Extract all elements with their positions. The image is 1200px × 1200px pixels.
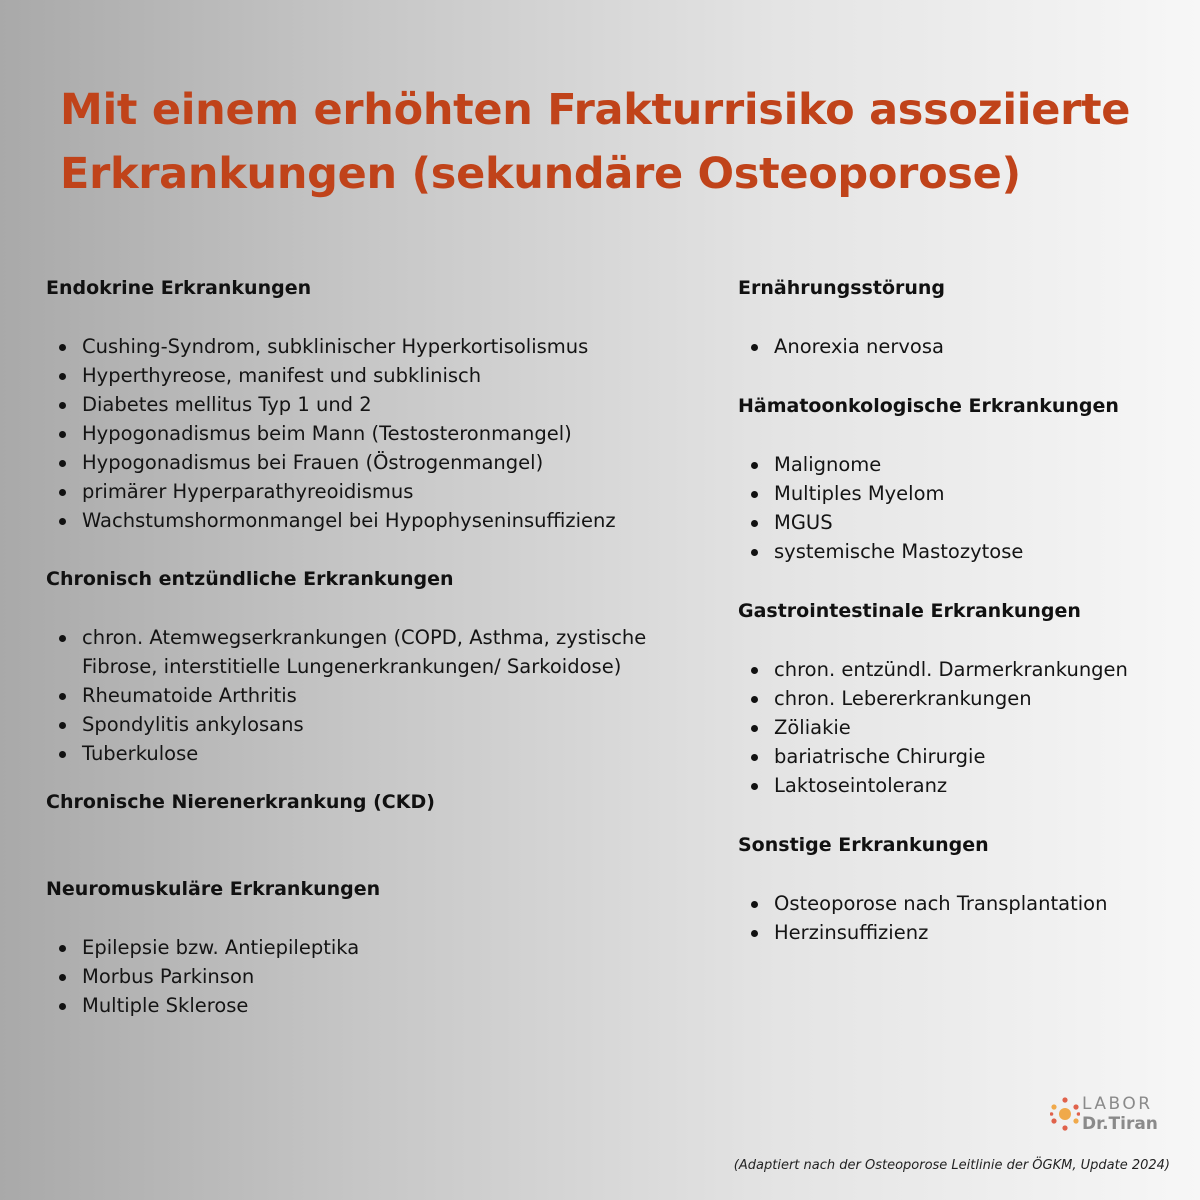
bullet-icon (751, 344, 758, 351)
list-item-text: Hyperthyreose, manifest und subklinisch (82, 364, 482, 387)
list-item (46, 623, 716, 681)
bullet-icon (751, 520, 758, 527)
bullet-icon (751, 725, 758, 732)
list-item (738, 508, 1188, 537)
logo-text-labor: LABOR (1082, 1094, 1153, 1114)
section-heading: Sonstige Erkrankungen (738, 834, 989, 856)
list-item (738, 713, 1188, 742)
list-item-text: Multiples Myelom (774, 482, 945, 505)
bullet-icon (59, 1003, 66, 1010)
bullet-icon (751, 930, 758, 937)
list-item (46, 991, 716, 1020)
source-note: (Adaptiert nach der Osteoporose Leitlinie der ÖGKM, Update 2024) (733, 1158, 1170, 1173)
section-heading: Ernährungsstörung (738, 277, 946, 299)
list-item-text: Hypogonadismus bei Frauen (Östrogenmangel) (82, 451, 544, 474)
section-heading: Chronisch entzündliche Erkrankungen (46, 568, 454, 590)
section-heading: Neuromuskuläre Erkrankungen (46, 878, 381, 900)
list-item (46, 739, 716, 768)
bullet-icon (59, 722, 66, 729)
section (46, 565, 716, 768)
list-item-text: Wachstumshormonmangel bei Hypophyseninsuffizienz (82, 509, 616, 532)
logo-text-name: Dr.Tiran (1082, 1114, 1158, 1134)
bullet-icon (59, 431, 66, 438)
section-heading: Gastrointestinale Erkrankungen (738, 600, 1081, 622)
list-item-text: Spondylitis ankylosans (82, 713, 304, 736)
bullet-list (46, 332, 716, 535)
list-item (46, 477, 716, 506)
list-item (46, 361, 716, 390)
list-item-text: Cushing-Syndrom, subklinischer Hyperkortisolismus (82, 335, 589, 358)
sun-dots-logo-icon (1050, 1094, 1080, 1134)
section (738, 392, 1188, 566)
list-item (738, 889, 1188, 918)
list-item-text: Zöliakie (774, 716, 851, 739)
list-item-text: Osteoporose nach Transplantation (774, 892, 1108, 915)
section-heading: Chronische Nierenerkrankung (CKD) (46, 791, 435, 813)
bullet-list (738, 332, 1188, 361)
bullet-list (46, 623, 716, 768)
list-item-text: Diabetes mellitus Typ 1 und 2 (82, 393, 372, 416)
list-item (738, 450, 1188, 479)
list-item (46, 332, 716, 361)
bullet-list (738, 655, 1188, 800)
labor-logo (1050, 1094, 1170, 1138)
list-item-text: primärer Hyperparathyreoidismus (82, 480, 414, 503)
title-line-1: Mit einem erhöhten Frakturrisiko assoziierte (60, 85, 1131, 135)
list-item (738, 332, 1188, 361)
list-item (738, 684, 1188, 713)
section (738, 597, 1188, 800)
list-item (46, 681, 716, 710)
list-item (738, 771, 1188, 800)
list-item-text: Anorexia nervosa (774, 335, 944, 358)
list-item-text: Malignome (774, 453, 882, 476)
bullet-icon (59, 945, 66, 952)
bullet-icon (59, 460, 66, 467)
list-item (738, 655, 1188, 684)
list-item (46, 419, 716, 448)
bullet-icon (751, 901, 758, 908)
list-item (46, 506, 716, 535)
title-line-2: Erkrankungen (sekundäre Osteoporose) (60, 149, 1021, 199)
list-item (46, 933, 716, 962)
bullet-list (738, 450, 1188, 566)
bullet-icon (59, 751, 66, 758)
list-item-text: Hypogonadismus beim Mann (Testosteronmangel) (82, 422, 572, 445)
section-heading: Endokrine Erkrankungen (46, 277, 312, 299)
list-item-text: systemische Mastozytose (774, 540, 1024, 563)
bullet-icon (751, 754, 758, 761)
bullet-icon (751, 667, 758, 674)
section (46, 875, 716, 1020)
bullet-icon (59, 373, 66, 380)
list-item-text: chron. Atemwegserkrankungen (COPD, Asthma, zystische Fibrose, interstitielle Lungenerkrankungen/ Sarkoidose) (82, 626, 647, 678)
list-item (46, 710, 716, 739)
bullet-icon (59, 402, 66, 409)
list-item (738, 742, 1188, 771)
list-item-text: Tuberkulose (82, 742, 199, 765)
list-item (46, 390, 716, 419)
list-item-text: chron. entzündl. Darmerkrankungen (774, 658, 1128, 681)
list-item-text: Epilepsie bzw. Antiepileptika (82, 936, 360, 959)
list-item-text: Herzinsuffizienz (774, 921, 929, 944)
bullet-icon (59, 489, 66, 496)
list-item-text: MGUS (774, 511, 833, 534)
bullet-list (738, 889, 1188, 947)
bullet-icon (751, 696, 758, 703)
list-item-text: Laktoseintoleranz (774, 774, 948, 797)
bullet-icon (59, 974, 66, 981)
left-column (46, 274, 716, 1020)
list-item (46, 448, 716, 477)
list-item (738, 479, 1188, 508)
list-item (46, 962, 716, 991)
section-heading: Hämatoonkologische Erkrankungen (738, 395, 1119, 417)
section (738, 274, 1188, 361)
bullet-icon (59, 693, 66, 700)
bullet-icon (751, 549, 758, 556)
bullet-icon (751, 462, 758, 469)
list-item-text: Morbus Parkinson (82, 965, 255, 988)
bullet-icon (59, 344, 66, 351)
list-item-text: Rheumatoide Arthritis (82, 684, 297, 707)
list-item-text: Multiple Sklerose (82, 994, 249, 1017)
list-item (738, 537, 1188, 566)
bullet-list (46, 933, 716, 1020)
list-item (738, 918, 1188, 947)
list-item-text: bariatrische Chirurgie (774, 745, 986, 768)
list-item-text: chron. Lebererkrankungen (774, 687, 1032, 710)
section (738, 831, 1188, 947)
right-column (738, 274, 1188, 947)
bullet-icon (751, 783, 758, 790)
bullet-icon (59, 635, 66, 642)
page-title (60, 78, 1160, 206)
section (46, 788, 716, 820)
bullet-icon (751, 491, 758, 498)
section (46, 274, 716, 535)
bullet-icon (59, 518, 66, 525)
